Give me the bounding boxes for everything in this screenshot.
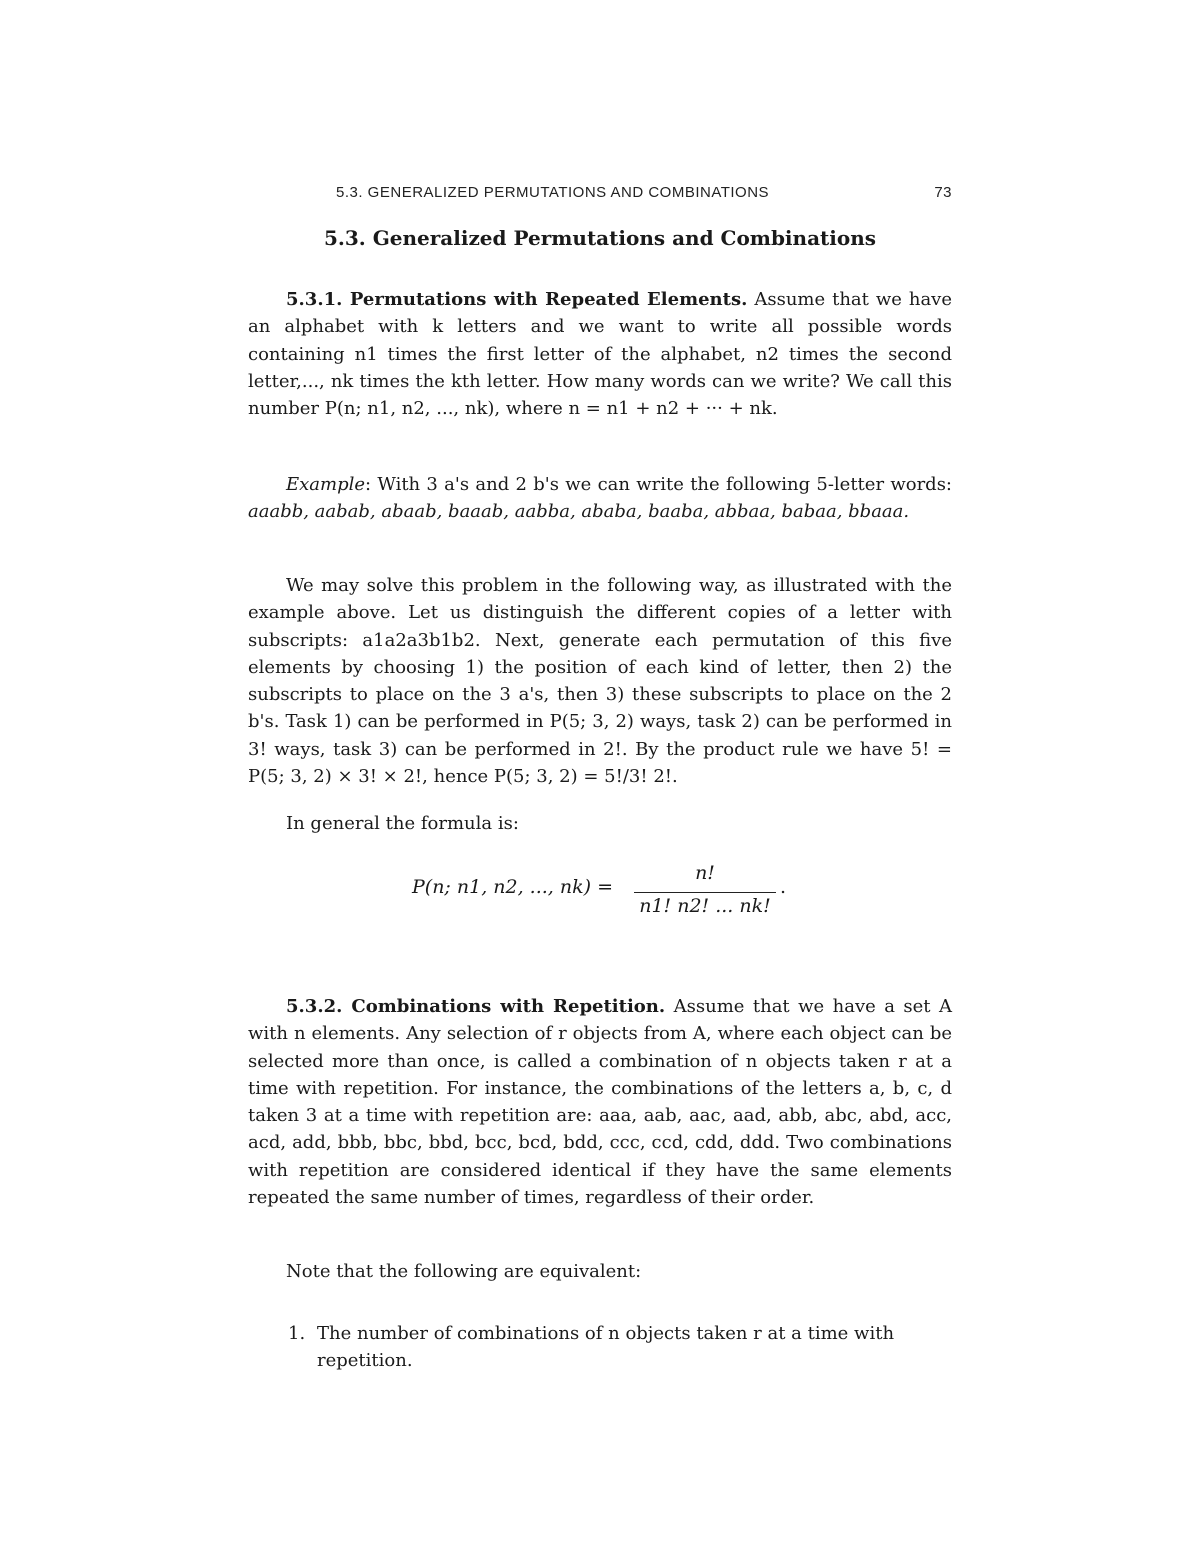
sub2-paragraph-1 <box>248 993 952 1211</box>
list-marker: 1. <box>288 1323 306 1344</box>
example-paragraph <box>248 471 952 526</box>
example-label: Example <box>286 474 366 495</box>
running-header <box>336 184 952 201</box>
formula-denominator: n1! n2! ... nk! <box>639 895 771 917</box>
sub1-paragraph-2: We may solve this problem in the following way, as illustrated with the example above. Let us distinguish the different copies of a letter with subscripts: a1a2a3b1b2. Next, generate each permutation of this five elements by choosing 1) the position of each kind of letter, then 2) the subscripts to place on the 3 a's, then 3) these subscripts to place on the 2 b's. Task 1) can be performed in P(5; 3, 2) ways, task 2) can be performed in 3! ways, task 3) can be performed in 2!. By the product rule we have 5! = P(5; 3, 2) × 3! × 2!, hence P(5; 3, 2) = 5!/3! 2!. <box>248 575 952 788</box>
sub1-paragraph-1 <box>248 286 952 422</box>
sub1-paragraph-3: In general the formula is: <box>286 813 519 834</box>
sub2-heading: 5.3.2. Combinations with Repetition. <box>286 996 666 1017</box>
formula-lhs: P(n; n1, n2, ..., nk) = <box>412 876 614 898</box>
example-text: : With 3 a's and 2 b's we can write the following 5-letter words: <box>365 474 952 495</box>
running-title: 5.3. GENERALIZED PERMUTATIONS AND COMBINATIONS <box>336 184 770 201</box>
formula-fraction <box>634 862 776 917</box>
sub1-p1-text: Assume that we have an alphabet with k letters and we want to write all possible words containing n1 times the first letter of the alphabet, n2 times the second letter,..., nk times the kth letter. How many words can we write? We call this number P(n; n1, n2, ..., nk), where n = n1 + n2 + ··· + nk. <box>248 289 952 420</box>
list-item <box>288 1320 952 1375</box>
formula-period: . <box>780 876 787 898</box>
sub2-p1-text: Assume that we have a set A with n elements. Any selection of r objects from A, where each object can be selected more than once, is called a combination of n objects taken r at a time with repetition. For instance, the combinations of the letters a, b, c, d taken 3 at a time with repetition are: aaa, aab, aac, aad, abb, abc, abd, acc, acd, add, bbb, bbc, bbd, bcc, bcd, bdd, ccc, ccd, cdd, ddd. Two combinations with repetition are considered identical if they have the same elements repeated the same number of times, regardless of their order. <box>248 996 952 1209</box>
document-page <box>248 0 952 1553</box>
formula-numerator: n! <box>695 862 715 884</box>
display-formula <box>248 862 952 932</box>
sub1-heading: 5.3.1. Permutations with Repeated Elements. <box>286 289 748 310</box>
page-number: 73 <box>934 184 952 201</box>
sub2-note: Note that the following are equivalent: <box>286 1261 642 1282</box>
example-words: aaabb, aabab, abaab, baaab, aabba, ababa, baaba, abbaa, babaa, bbaaa. <box>248 501 910 523</box>
section-title: 5.3. Generalized Permutations and Combinations <box>323 226 877 250</box>
list-item-text: The number of combinations of n objects taken r at a time with repetition. <box>317 1323 895 1372</box>
